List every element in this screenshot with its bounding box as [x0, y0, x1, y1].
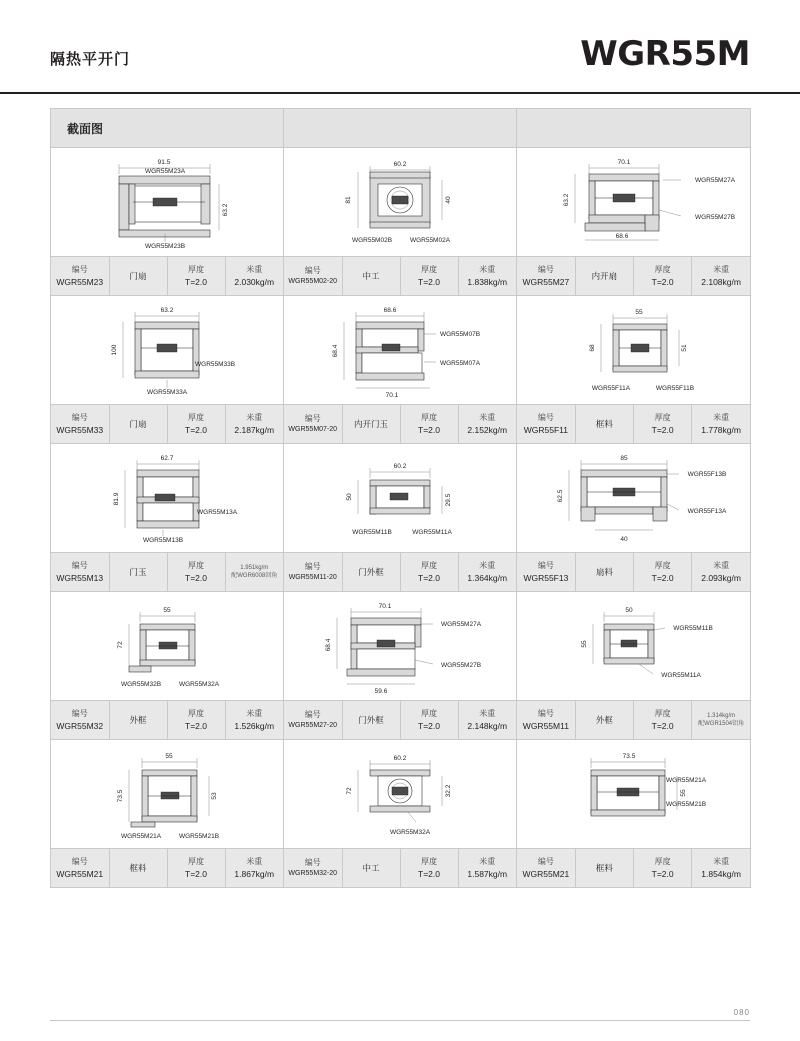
drawing-cell-2-2	[284, 296, 517, 405]
dim-50: 50	[624, 607, 633, 614]
label-wgr55m02b: WGR55M02B	[351, 237, 393, 244]
label-wgr55m27a: WGR55M27A	[440, 621, 482, 628]
drawing-row-3	[51, 444, 751, 553]
label-wgr55m13b: WGR55M13B	[142, 537, 184, 544]
spec-weight-5-1: 米重 1.867kg/m	[225, 849, 283, 887]
spec-weight-1-1: 米重 2.030kg/m	[225, 257, 283, 295]
spec-cell-5-3	[517, 849, 751, 888]
label-wgr55f11b: WGR55F11B	[655, 385, 694, 392]
footer-rule	[50, 1020, 750, 1021]
spec-cell-1-2	[284, 257, 517, 296]
label-wgr55m32a: WGR55M32A	[389, 829, 431, 836]
spec-weight-3-2: 米重 1.364kg/m	[458, 553, 516, 591]
dim-53: 53	[211, 792, 218, 800]
table-band-row	[51, 109, 751, 148]
drawing-row-1	[51, 148, 751, 257]
drawing-cell-1-3	[517, 148, 751, 257]
spec-cell-1-1	[51, 257, 284, 296]
spec-code-5-2: 编号 WGR55M32-20	[288, 858, 338, 877]
label-wgr55m21b: WGR55M21B	[178, 833, 220, 840]
dim-59-6: 59.6	[374, 688, 388, 695]
spec-weight-1-2: 米重 1.838kg/m	[458, 257, 516, 295]
label-wgr55m32b: WGR55M32B	[120, 681, 162, 688]
spec-thick-2-2: 厚度 T=2.0	[400, 405, 458, 443]
drawing-cell-4-1	[51, 592, 284, 701]
spec-type-4-2: 门外框	[342, 701, 400, 739]
label-wgr55m11a: WGR55M11A	[660, 672, 701, 679]
drawing-cell-3-2	[284, 444, 517, 553]
dim-32-2: 32.2	[445, 784, 452, 798]
label-wgr55m11b: WGR55M11B	[352, 529, 392, 536]
spec-weight-4-3: 1.314kg/m 配WGR1504铝角	[692, 701, 750, 739]
drawing-cell-5-2	[284, 740, 517, 849]
dim-60-2: 60.2	[393, 755, 407, 762]
dim-81-9: 81.9	[113, 492, 120, 506]
spec-thick-5-2: 厚度 T=2.0	[400, 849, 458, 887]
label-wgr55m27a: WGR55M27A	[694, 177, 735, 184]
label-wgr55m33b: WGR55M33B	[195, 361, 236, 368]
drawing-cell-3-3	[517, 444, 751, 553]
spec-type-3-3: 扇料	[575, 553, 633, 591]
drawing-cell-5-3	[517, 740, 751, 849]
spec-weight-3-3: 米重 2.093kg/m	[692, 553, 750, 591]
spec-cell-1-3	[517, 257, 751, 296]
spec-code-3-2: 编号 WGR55M11-20	[288, 562, 337, 581]
dim-50: 50	[346, 493, 353, 501]
dim-63-2: 63.2	[222, 203, 229, 217]
spec-thick-1-2: 厚度 T=2.0	[400, 257, 458, 295]
spec-thick-2-3: 厚度 T=2.0	[634, 405, 692, 443]
spec-weight-2-1: 米重 2.187kg/m	[225, 405, 283, 443]
spec-row-4	[51, 701, 751, 740]
label-wgr55m11b: WGR55M11B	[672, 625, 713, 632]
label-wgr55m07b: WGR55M07B	[439, 331, 481, 338]
label-wgr55m07a: WGR55M07A	[439, 360, 481, 367]
dim-55: 55	[679, 789, 687, 797]
label-wgr55m21a: WGR55M21A	[120, 833, 162, 840]
dim-68-6: 68.6	[383, 307, 397, 314]
band-empty-2	[517, 109, 751, 148]
profile-table	[50, 108, 751, 888]
spec-type-5-3: 框料	[575, 849, 633, 887]
spec-type-2-3: 框料	[575, 405, 633, 443]
dim-62-5: 62.5	[556, 489, 564, 503]
dim-70-1: 70.1	[617, 159, 630, 166]
spec-code-2-1: 编号 WGR55M33	[56, 413, 104, 435]
dim-73-5: 73.5	[622, 753, 635, 760]
spec-weight-4-2: 米重 2.148kg/m	[458, 701, 516, 739]
series-code: WGR55M	[580, 34, 750, 74]
label-wgr55f13b: WGR55F13B	[687, 471, 726, 478]
spec-type-1-2: 中工	[342, 257, 400, 295]
spec-cell-2-2	[284, 405, 517, 444]
dim-100: 100	[111, 344, 118, 356]
label-wgr55m33a: WGR55M33A	[146, 389, 188, 396]
spec-code-1-2: 编号 WGR55M02-20	[288, 266, 338, 285]
dim-55: 55	[634, 309, 643, 316]
label-wgr55f13a: WGR55F13A	[687, 508, 726, 515]
spec-cell-2-3	[517, 405, 751, 444]
dim-55: 55	[165, 753, 173, 760]
spec-code-2-3: 编号 WGR55F11	[523, 413, 568, 435]
band-empty-1	[284, 109, 517, 148]
spec-type-1-1: 门扇	[109, 257, 167, 295]
label-wgr55m27b: WGR55M27B	[440, 662, 482, 669]
drawing-cell-1-1	[51, 148, 284, 257]
spec-weight-2-3: 米重 1.778kg/m	[692, 405, 750, 443]
spec-weight-5-2: 米重 1.587kg/m	[458, 849, 516, 887]
spec-code-2-2: 编号 WGR55M07-20	[288, 414, 338, 433]
page-number: 080	[733, 1008, 750, 1017]
dim-81: 81	[345, 196, 352, 204]
dim-55: 55	[580, 640, 588, 648]
dim-72: 72	[346, 787, 353, 795]
spec-type-1-3: 内开扇	[575, 257, 633, 295]
spec-cell-3-2	[284, 553, 517, 592]
label-wgr55m27b: WGR55M27B	[694, 214, 735, 221]
spec-type-3-2: 门外框	[342, 553, 400, 591]
spec-thick-1-3: 厚度 T=2.0	[634, 257, 692, 295]
spec-code-3-1: 编号 WGR55M13	[56, 561, 104, 583]
spec-cell-3-3	[517, 553, 751, 592]
spec-cell-4-1	[51, 701, 284, 740]
drawing-cell-5-1	[51, 740, 284, 849]
dim-63-2: 63.2	[160, 307, 174, 314]
spec-type-3-1: 门玉	[109, 553, 167, 591]
spec-thick-3-2: 厚度 T=2.0	[400, 553, 458, 591]
label-wgr55m21a: WGR55M21A	[665, 777, 706, 784]
spec-type-5-1: 框料	[109, 849, 167, 887]
label-wgr55f11a: WGR55F11A	[591, 385, 630, 392]
dim-55: 55	[163, 607, 171, 614]
spec-code-5-3: 编号 WGR55M21	[522, 857, 570, 879]
drawing-row-2	[51, 296, 751, 405]
dim-91-5: 91.5	[157, 159, 171, 166]
dim-40: 40	[619, 536, 628, 543]
drawing-cell-1-2	[284, 148, 517, 257]
label-wgr55m23b: WGR55M23B	[144, 243, 186, 250]
spec-code-4-1: 编号 WGR55M32	[56, 709, 104, 731]
spec-cell-4-3	[517, 701, 751, 740]
dim-70-1: 70.1	[385, 392, 399, 399]
dim-73-5: 73.5	[117, 789, 124, 803]
dim-40: 40	[445, 196, 452, 204]
dim-70-1: 70.1	[378, 603, 392, 610]
spec-cell-2-1	[51, 405, 284, 444]
header-rule	[0, 92, 800, 94]
spec-thick-4-3: 厚度 T=2.0	[634, 701, 692, 739]
spec-weight-1-3: 米重 2.108kg/m	[692, 257, 750, 295]
spec-row-2	[51, 405, 751, 444]
spec-cell-3-1	[51, 553, 284, 592]
dim-51: 51	[680, 344, 688, 352]
dim-63-2: 63.2	[562, 193, 570, 207]
spec-type-5-2: 中工	[342, 849, 400, 887]
spec-row-1	[51, 257, 751, 296]
dim-68-4: 68.4	[325, 638, 332, 652]
dim-85: 85	[619, 455, 628, 462]
label-wgr55m32a: WGR55M32A	[178, 681, 220, 688]
spec-thick-5-3: 厚度 T=2.0	[634, 849, 692, 887]
label-wgr55m21b: WGR55M21B	[665, 801, 706, 808]
label-wgr55m11a: WGR55M11A	[412, 529, 452, 536]
label-wgr55m13a: WGR55M13A	[197, 509, 238, 516]
drawing-row-5	[51, 740, 751, 849]
spec-cell-5-1	[51, 849, 284, 888]
spec-cell-5-2	[284, 849, 517, 888]
spec-thick-4-1: 厚度 T=2.0	[167, 701, 225, 739]
drawing-cell-3-1	[51, 444, 284, 553]
spec-weight-4-1: 米重 1.526kg/m	[225, 701, 283, 739]
spec-code-4-2: 编号 WGR55M27-20	[288, 710, 338, 729]
spec-weight-5-3: 米重 1.854kg/m	[692, 849, 750, 887]
dim-29-5: 29.5	[445, 493, 452, 507]
dim-68-6: 68.6	[615, 233, 628, 240]
spec-weight-3-1: 1.951kg/m 配WGR6008回角	[225, 553, 283, 591]
page-title: 隔热平开门	[50, 51, 131, 68]
spec-thick-3-3: 厚度 T=2.0	[634, 553, 692, 591]
spec-thick-3-1: 厚度 T=2.0	[167, 553, 225, 591]
spec-thick-2-1: 厚度 T=2.0	[167, 405, 225, 443]
dim-62-7: 62.7	[160, 455, 174, 462]
spec-type-2-2: 内开门玉	[342, 405, 400, 443]
dim-60-2: 60.2	[393, 463, 407, 470]
page-header	[0, 34, 800, 92]
spec-cell-4-2	[284, 701, 517, 740]
drawing-cell-2-1	[51, 296, 284, 405]
spec-type-4-3: 外框	[575, 701, 633, 739]
spec-code-1-3: 编号 WGR55M27	[522, 265, 570, 287]
spec-type-4-1: 外框	[109, 701, 167, 739]
spec-row-3	[51, 553, 751, 592]
spec-code-4-3: 编号 WGR55M11	[522, 709, 569, 731]
drawing-cell-4-3	[517, 592, 751, 701]
dim-72: 72	[117, 641, 124, 649]
label-wgr55m02a: WGR55M02A	[409, 237, 451, 244]
spec-code-5-1: 编号 WGR55M21	[56, 857, 104, 879]
dim-68-4: 68.4	[332, 344, 339, 358]
dim-60-2: 60.2	[393, 161, 407, 168]
spec-thick-4-2: 厚度 T=2.0	[400, 701, 458, 739]
spec-code-1-1: 编号 WGR55M23	[56, 265, 104, 287]
drawing-cell-2-3	[517, 296, 751, 405]
spec-row-5	[51, 849, 751, 888]
band-label: 截面图	[51, 109, 284, 148]
spec-weight-2-2: 米重 2.152kg/m	[458, 405, 516, 443]
drawing-cell-4-2	[284, 592, 517, 701]
spec-code-3-3: 编号 WGR55F13	[523, 561, 569, 583]
spec-type-2-1: 门扇	[109, 405, 167, 443]
drawing-row-4	[51, 592, 751, 701]
spec-thick-1-1: 厚度 T=2.0	[167, 257, 225, 295]
dim-68: 68	[588, 344, 596, 352]
spec-thick-5-1: 厚度 T=2.0	[167, 849, 225, 887]
label-wgr55m23a: WGR55M23A	[144, 168, 186, 175]
